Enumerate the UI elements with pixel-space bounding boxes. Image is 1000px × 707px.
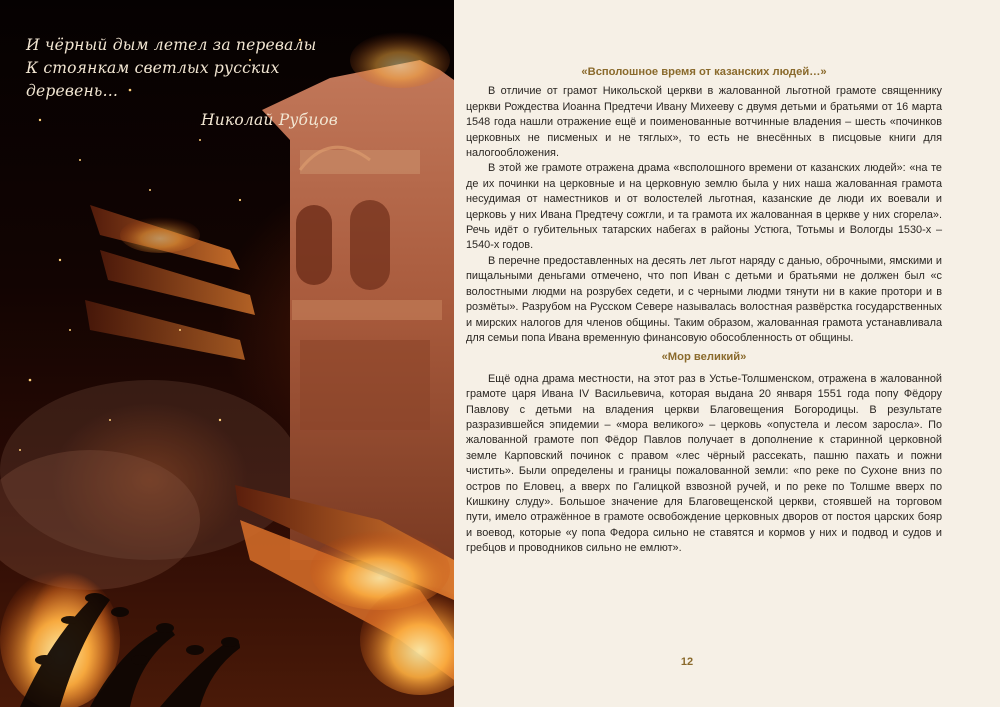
article-body [466,65,942,557]
section-title: «Мор великий» [661,351,747,364]
page-number: 12 [680,656,694,668]
paragraph: В этой же грамоте отражена драма «всполошного времени от казанских людей»: «на те де их починки на церковные и на церковную землю была у них наша жалованная грамота несудимая от наместников и от волостелей льготная, казанские де люди их воевали и церковь у них Ивана Предтечу сожгли, и та грамота их жалованная в церкве у них сгорела». Речь идёт о губительных татарских набегах в районы Устюга, Тотьмы и Вологды 1530-х – 1540-х годов. [466,162,942,252]
paragraph: Ещё одна драма местности, на этот раз в Устье-Толшменском, отражена в жалованной грамоте царя Ивана IV Васильевича, которая выдана 20 января 1551 года попу Фёдору Павлову с детьми на владения церкви Благовещения Богородицы. В результате разразившейся эпидемии – «мора великого» – церковь «опустела и лесом заросла». По жалованной грамоте поп Фёдор Павлов получает в дополнение к старинной церковной земле Карповский починок с правом «лес чёрный рассекать, пашню пахать и пожни чистить». Были определены и границы пожалованной земли: «по реке по Сухоне вниз по остров по Еловец, а вверх по Галицкой взвозной ручей, и по реке по Толшме вверх по Кишкину слуду». Большое значение для Благовещенской церкви, стоявшей на торговом пути, имело отражённое в грамоте освобождение церковных дворов от постоя царских бояр и воевод, которые «у попа Федора сильно не ставятся и кормов у них и подвод и судов и гребцов и проводников сильно не емлют». [466,372,942,555]
epigraph-author: Николай Рубцов [201,111,338,129]
epigraph-line-1: И чёрный дым летел за перевалы [26,36,317,54]
section-title: «Всполошное время от казанских людей…» [581,66,827,78]
epigraph-line-2: К стоянкам светлых русских деревень… [26,59,280,100]
paragraph: В отличие от грамот Никольской церкви в жалованной льготной грамоте священнику церкви Рождества Иоанна Предтечи Ивану Михееву с двумя детьми и братьями от 16 марта 1548 года нашли отражение ещё и поименованные вотчинные владения – шесть «починков церковных не писменых и не тяглых», то есть не внесённых в писцовые книги для налогообложения. [466,85,942,160]
text-page [454,0,1000,707]
burning-church-photo [0,0,454,707]
epigraph [26,34,346,132]
section-mor-velikiy [466,350,942,556]
paragraph: В перечне предоставленных на десять лет льгот наряду с данью, оброчными, ямскими и пищальными деньгами отмечено, что поп Иван с детьми и братьями не должен был «с волостными людми на розрубех седети, и с черными людми тянути ни в какие протори и в розмёты». Разрубом на Русском Севере называлась волостная развёрстка государственных и мирских налогов для членов общины. Таким образом, жалованная грамота устанавливала для семьи попа Ивана временную финансовую обособленность от общины. [466,254,942,344]
section-vsploshnoe [466,65,942,346]
